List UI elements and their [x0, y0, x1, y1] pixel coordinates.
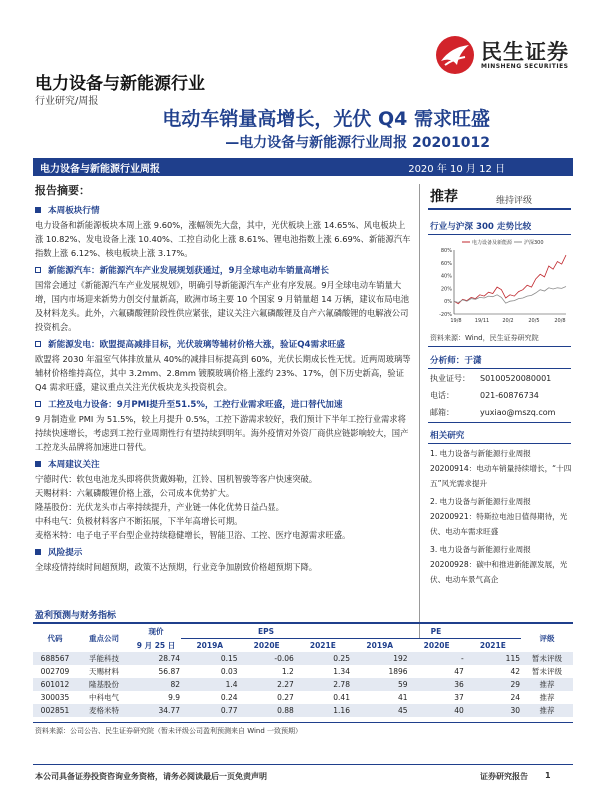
info-row: 邮箱： yuxiao@mszq.com	[430, 404, 555, 421]
divider	[33, 622, 573, 624]
table-cell: 0.27	[277, 693, 294, 702]
table-cell: 暂未评级	[532, 654, 562, 663]
band-left-text: 电力设备与新能源行业周报	[40, 164, 160, 175]
info-row: 电话： 021-60876734	[430, 391, 539, 400]
table-cell: 56.87	[158, 667, 180, 676]
related-item[interactable]: 3. 电力设备与新能源行业周报 20200928：碳中和推进新能源发展，光伏、电动车景气高企	[430, 545, 568, 584]
trend-chart	[426, 236, 572, 330]
table-cell: 002851	[40, 706, 70, 715]
forecast-rows	[33, 652, 573, 717]
table-cell: 0.25	[333, 654, 350, 663]
y-axis	[439, 248, 566, 318]
series-line	[454, 255, 566, 304]
section-risk: 风险提示	[35, 546, 413, 558]
x-tick-label: 20/5	[528, 318, 540, 324]
table-row	[33, 691, 573, 704]
table-cell: 2.78	[333, 680, 350, 689]
report-title: 电动车销量高增长，光伏 Q4 需求旺盛	[162, 108, 490, 130]
table-cell: 9.9	[168, 693, 180, 702]
analyst-label: 分析师：于潇	[430, 356, 482, 366]
table-cell: 中科电气	[89, 693, 119, 702]
table-cell: 601012	[40, 680, 70, 689]
report-type: 行业研究/周报	[35, 96, 99, 107]
related-item[interactable]: 2. 电力设备与新能源行业周报 20200921：特斯拉电池日值得期待，光伏、电动车需求旺盛	[430, 497, 568, 536]
table-cell: 推荐	[539, 706, 555, 715]
left-column	[35, 204, 413, 574]
table-cell: -	[461, 654, 464, 663]
y-tick-label: -20%	[439, 312, 452, 318]
table-row	[33, 704, 573, 717]
list-item: 麦格米特：电子电子平台型企业持续稳健增长，智能卫浴、工控、医疗电源需求旺盛。	[35, 530, 351, 540]
table-cell: 1.34	[333, 667, 350, 676]
table-cell: 孚能科技	[89, 654, 119, 663]
bullet-square-icon	[35, 461, 41, 467]
table-row	[33, 652, 573, 665]
table-cell: 0.41	[333, 693, 350, 702]
table-cell: 192	[393, 654, 408, 663]
table-cell: 40	[454, 706, 464, 715]
legend-label: 沪深300	[524, 240, 544, 246]
y-tick-label: 80%	[440, 248, 452, 254]
chart-legend	[462, 239, 544, 246]
table-cell: 隆基股份	[89, 680, 119, 689]
related-label: 相关研究	[430, 431, 465, 441]
y-tick-label: 40%	[440, 273, 452, 280]
table-cell: 30	[510, 706, 520, 715]
legend-label: 电力设备及新能源	[472, 240, 513, 246]
x-tick-label: 19/11	[474, 318, 490, 324]
table-cell: 42	[510, 667, 520, 676]
abstract-label: 报告摘要：	[35, 184, 90, 197]
band-date: 2020 年 10 月 12 日	[408, 164, 505, 175]
table-cell: 45	[398, 706, 408, 715]
divider	[33, 722, 573, 723]
x-tick-label: 20/8	[554, 318, 566, 324]
picks-list	[35, 472, 413, 542]
section-ev: 新能源汽车：新能源汽车产业发展规划获通过，9月全球电动车销量高增长	[35, 264, 413, 276]
table-cell: 28.74	[158, 654, 180, 663]
list-item: 隆基股份：光伏龙头市占率持续提升，产业链一体化优势日益凸显。	[35, 502, 284, 512]
brand-name-cn: 民生证券	[481, 39, 569, 64]
divider	[428, 346, 571, 347]
divider	[428, 368, 571, 369]
y-tick-label: 20%	[440, 286, 452, 293]
bullet-square-outline-icon	[35, 267, 41, 273]
table-cell: 41	[398, 693, 408, 702]
brand-logo	[435, 35, 569, 75]
analyst-info	[430, 370, 555, 421]
table-cell: 0.03	[220, 667, 238, 676]
table-row	[33, 665, 573, 678]
table-cell: -0.06	[274, 654, 294, 663]
industrial-body: 9 月制造业 PMI 为 51.5%，较上月提升 0.5%，工控下游需求较好，我们预计下半年工控行业需求将持续快速增长，考虑到工控行业周期性行有望持续到明年。海外疫情对外资厂商供应链影响较大，国产工控龙头品牌将加速进口替代。	[35, 414, 409, 452]
market-body: 电力设备和新能源板块本周上涨 9.60%，涨幅领先大盘，其中，光伏板块上涨 14.65%、风电板块上涨 10.82%、发电设备上涨 10.40%、工控自动化上涨 8.61%、锂电池指数上涨 6.69%、新能源汽车指数上涨 6.12%、核电板块上涨 3.17%。	[35, 220, 411, 258]
chart-source: 资料来源：Wind，民生证券研究院	[430, 334, 539, 342]
table-header: 代码 重点公司 现价 EPS PE 评级	[47, 627, 555, 643]
x-axis	[450, 318, 565, 324]
divider	[428, 208, 571, 210]
related-list	[430, 446, 575, 587]
footer-disclaimer: 本公司具备证券投资咨询业务资格，请务必阅读最后一页免责声明	[35, 772, 267, 781]
forecast-title: 盈利预测与财务指标	[35, 611, 117, 621]
minsheng-logo-icon	[435, 35, 475, 75]
table-cell: 1.2	[281, 667, 294, 676]
table-cell: 1896	[388, 667, 408, 676]
recommendation: 推荐	[430, 189, 458, 205]
table-cell: 002709	[40, 667, 70, 676]
table-cell: 0.77	[220, 706, 238, 715]
table-cell: 59	[398, 680, 408, 689]
table-cell: 0.15	[220, 654, 238, 663]
page-number: 1	[545, 771, 551, 780]
table-cell: 300035	[40, 693, 70, 702]
table-cell: 82	[170, 680, 180, 689]
table-cell: 29	[510, 680, 520, 689]
table-cell: 34.77	[158, 706, 180, 715]
table-cell: 47	[454, 667, 464, 676]
list-item: 中科电气：负极材料客户不断拓展，下半年高增长可期。	[35, 516, 243, 526]
table-cell: 24	[510, 693, 520, 702]
table-cell: 37	[454, 693, 464, 702]
risk-body: 全球疫情持续时间超预期，政策不达预期，行业竞争加剧致价格超预期下降。	[35, 562, 318, 572]
table-header: 9 月 25 日 2019A 2020E 2021E 2019A 2020E 2021E	[136, 640, 506, 650]
email-link[interactable]: yuxiao@mszq.com	[480, 408, 556, 417]
y-tick-label: 0%	[444, 299, 452, 306]
footer-label: 证券研究报告	[480, 772, 528, 781]
table-cell: 1.16	[333, 706, 350, 715]
list-item: 宁德时代：软包电池龙头即将供货戴姆勒，江铃、国机智骏等客户快速突破。	[35, 474, 318, 484]
table-cell: 0.88	[277, 706, 294, 715]
section-industrial: 工控及电力设备：9月PMI提升至51.5%，工控行业需求旺盛，进口替代加速	[35, 398, 413, 410]
divider	[428, 443, 571, 444]
table-cell: 1.4	[225, 680, 238, 689]
chart-title: 行业与沪深 300 走势比较	[430, 222, 532, 232]
report-subtitle: —电力设备与新能源行业周报 20201012	[225, 135, 490, 151]
bullet-square-icon	[35, 207, 41, 213]
table-row	[33, 678, 573, 691]
table-cell: 推荐	[539, 680, 555, 689]
table-cell: 麦格米特	[89, 706, 119, 715]
chart-series	[454, 255, 566, 304]
footer-line	[33, 764, 573, 765]
table-cell: 688567	[40, 654, 70, 663]
section-market: 本周板块行情	[35, 204, 413, 216]
table-cell: 推荐	[539, 693, 555, 702]
rating-status: 维持评级	[496, 196, 533, 206]
divider	[428, 422, 571, 423]
section-generation: 新能源发电：欧盟提高减排目标，光伏玻璃等辅材价格大涨，验证Q4需求旺盛	[35, 338, 413, 350]
ev-body: 国常会通过《新能源汽车产业发展规划》，明确引导新能源汽车产业有序发展。9月全球电动车销量大增，国内市场迎来新势力创交付量新高，欧洲市场主要 10 个国家 9 月销量超 14 万辆，建议布局电池及材料龙头。此外，六氟磷酸锂阶段性供应紧张，建议关注六氟磷酸锂及自产六氟磷酸锂的电解液公司投资机会。	[35, 280, 410, 332]
x-tick-label: 20/2	[502, 318, 514, 324]
table-cell: 暂未评级	[532, 667, 562, 676]
bullet-square-outline-icon	[35, 401, 41, 407]
list-item: 天赐材料：六氟磷酸锂价格上涨，公司成本优势扩大。	[35, 488, 235, 498]
table-cell: 2.27	[277, 680, 294, 689]
forecast-table	[33, 625, 573, 717]
y-tick-label: 60%	[440, 260, 452, 267]
table-cell: 36	[454, 680, 464, 689]
x-tick-label: 19/8	[450, 318, 462, 324]
table-cell: 115	[505, 654, 520, 663]
bullet-square-icon	[35, 549, 41, 555]
table-source: 资料来源：公司公告、民生证券研究院（暂未评级公司盈利预测来自 Wind 一致预期）	[35, 727, 303, 735]
section-picks: 本周建议关注	[35, 458, 413, 470]
industry-name: 电力设备与新能源行业	[35, 74, 205, 94]
related-item[interactable]: 1. 电力设备与新能源行业周报 20200914：电动车销量持续增长，“十四五”风光需求提升	[430, 449, 572, 488]
generation-body: 欧盟将 2030 年温室气体排放量从 40%的减排目标提高到 60%，光伏长期成长性无忧。近两周玻璃等辅材价格维持高位，其中 3.2mm、2.8mm 镀膜玻璃价格上涨约 23%、17%，创下历史新高，验证 Q4 需求旺盛，建议重点关注光伏板块龙头投资机会。	[35, 354, 411, 392]
table-cell: 0.24	[220, 693, 238, 702]
table-cell: 天赐材料	[89, 667, 119, 676]
divider	[428, 234, 571, 235]
column-divider	[419, 184, 420, 639]
bullet-square-outline-icon	[35, 341, 41, 347]
brand-name-en: MINSHENG SECURITIES	[481, 62, 569, 70]
info-row: 执业证号： S0100520080001	[430, 374, 552, 383]
